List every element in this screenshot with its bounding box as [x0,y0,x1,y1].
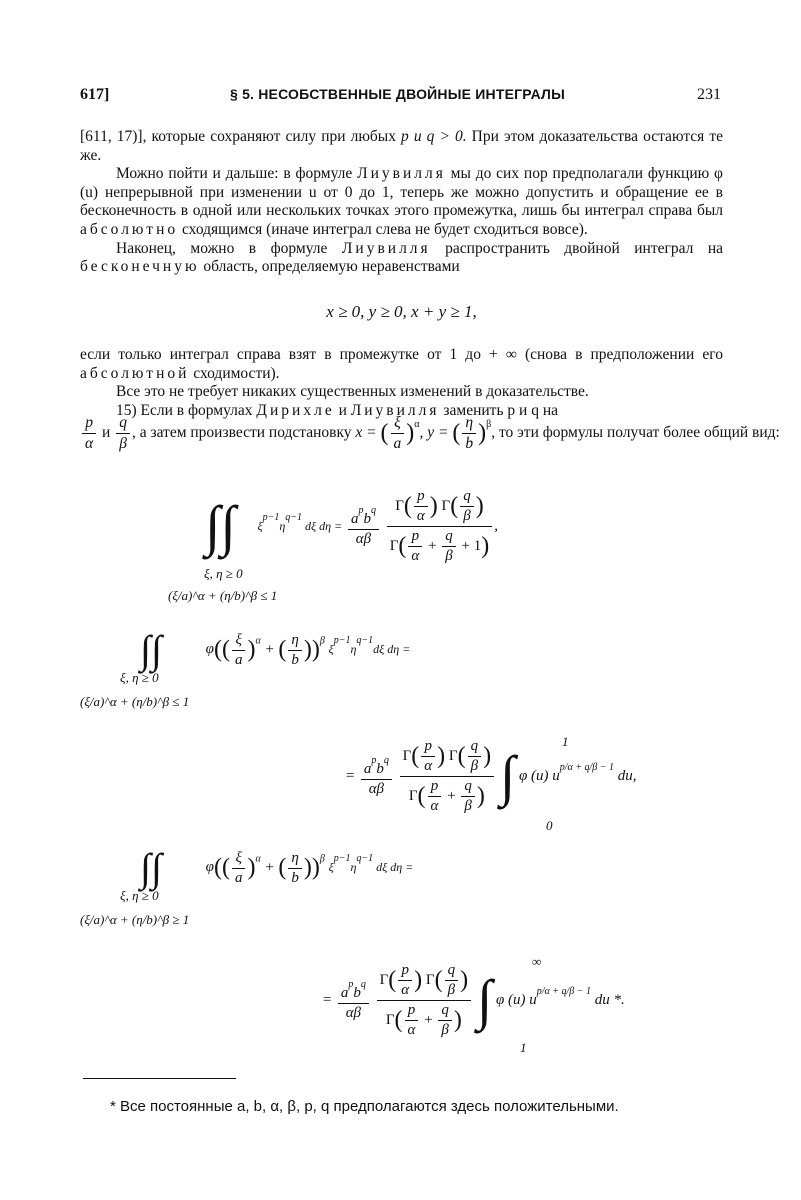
section-number: 617] [80,86,110,103]
text-block-middle [80,346,723,420]
page-number: 231 [697,86,721,103]
running-title: § 5. НЕСОБСТВЕННЫЕ ДВОЙНЫЕ ИНТЕГРАЛЫ [230,86,565,102]
footnote-rule [83,1078,236,1079]
double-integral-sign: ∫∫ [140,845,162,890]
book-page: 617] § 5. НЕСОБСТВЕННЫЕ ДВОЙНЫЕ ИНТЕГРАЛЫ 231 [611, 17)], которые сохраняют силу при любых p и q > 0. При этом доказательства остаются те же. Можно пойти и дальше: в формуле Лиувилля мы до сих пор предполагали функцию φ (u) непрерывной при изменении u от 0 до 1, теперь же можно допустить и обращение ее в бесконечность в одной или нескольких точках этого промежутка, лишь бы интеграл справа был абсолютно сходящимся (иначе интеграл слева не будет сходиться вовсе). Наконец, можно в формуле Лиувилля распространить двойной интеграл на бесконечную область, определяемую неравенствами x ≥ 0, y ≥ 0, x + y ≥ 1, если только интеграл справа взят в промежутке от 1 до + ∞ (снова в предположении его абсолютной сходимости). Все это не требует никаких существенных изменений в доказательстве. 15) Если в формулах Дирихле и Лиувилля заменить p и q на $\frac{p}{\alpha}$ и $\frac{q}{\beta}$ , а затем произвести подстановку x = ( $\frac{\xi}{a}$ )$^\alpha$, y = ( $\frac{\eta}{b}$ )$^\beta$, то эти формулы получат более общий вид: ∫∫ $\xi^{p-1}\eta^{q-1}$ dξ dη = $\frac{a^pb^q}{\alpha\beta}$ Γ( $\frac{p}{\alpha}$ ) Γ( $\frac{q}{\beta}$ ) Γ( $\frac{p}{\alpha}$ + $\frac{q}{\beta}$ + 1) , ξ, η ≥ 0 (ξ/a)^α + (η/b)^β ≤ 1 ∫∫ φ(( $\frac{\xi}{a}$ )$^\alpha$ + ( $\frac{\eta}{b}$ ))$^\beta$ $\xi^{p-1}\eta^{q-1}d\xi$ dη = ξ, η ≥ 0 (ξ/a)^α + (η/b)^β ≤ 1 = $\frac{a^pb^q}{\alpha\beta}$ Γ( $\frac{p}{\alpha}$ ) Γ( $\frac{q}{\beta}$ ) Γ( $\frac{p}{\alpha}$ + $\frac{q}{\beta}$ ) ∫ φ (u) $u^{p/\alpha + q/\beta - 1}$ du, 1 0 ∫∫ φ(( $\frac{\xi}{a}$ )$^\alpha$ + ( $\frac{\eta}{b}$ ))$^\beta$ $\xi^{p-1}\eta^{q-1}$ dξ dη = ξ, η ≥ 0 (ξ/a)^α + (η/b)^β ≥ 1 = $\frac{a^pb^q}{\alpha\beta}$ Γ( $\frac{p}{\alpha}$ ) Γ( $\frac{q}{\beta}$ ) Γ( $\frac{p}{\alpha}$ + $\frac{q}{\beta}$ ) ∫ φ (u) $u^{p/\alpha + q/\beta - 1}$ du *. ∞ 1 * Все постоянные a, b, α, β, p, q предполагаются здесь положительными. [80,86,780,1115]
substitution-line: $\frac{p}{\alpha}$ и $\frac{q}{\beta}$ , а затем произвести подстановку x = ( $\frac{\xi}{a}$ )$^\alpha$, y = ( $\frac{\eta}{b}$ )$^\beta$, то эти формулы получат более общий вид: [80,414,780,453]
formula-liouville-infinite: ∫∫ φ(( $\frac{\xi}{a}$ )$^\alpha$ + ( $\frac{\eta}{b}$ ))$^\beta$ $\xi^{p-1}\eta^{q-1}$ dξ dη = [140,845,414,890]
formula-liouville-infinite-rhs: = $\frac{a^pb^q}{\alpha\beta}$ Γ( $\frac{p}{\alpha}$ ) Γ( $\frac{q}{\beta}$ ) Γ( $\frac{p}{\alpha}$ + $\frac{q}{\beta}$ ) ∫ φ (u) $u^{p/\alpha + q/\beta - 1}$ du *. [322,962,625,1038]
formula-liouville-finite-rhs: = $\frac{a^pb^q}{\alpha\beta}$ Γ( $\frac{p}{\alpha}$ ) Γ( $\frac{q}{\beta}$ ) Γ( $\frac{p}{\alpha}$ + $\frac{q}{\beta}$ ) ∫ φ (u) $u^{p/\alpha + q/\beta - 1}$ du, [345,738,637,814]
paragraph-1: [611, 17)], которые сохраняют силу при любых p и q > 0. При этом доказательства остаются те же. [80,128,723,164]
limit-le-1: (ξ/a)^α + (η/b)^β ≤ 1 [168,588,278,603]
formula-liouville-finite: ∫∫ φ(( $\frac{\xi}{a}$ )$^\alpha$ + ( $\frac{\eta}{b}$ ))$^\beta$ $\xi^{p-1}\eta^{q-1}d\xi$ dη = [140,627,411,672]
integral-sign: ∫ [476,969,493,1032]
footnote: * Все постоянные a, b, α, β, p, q предполагаются здесь положительными. [110,1098,619,1115]
running-header [80,86,721,110]
paragraph-6: 15) Если в формулах Дирихле и Лиувилля заменить p и q на [116,401,558,419]
paragraph-5: Все это не требует никаких существенных изменений в доказательстве. [116,383,589,401]
text-block-top [80,128,723,277]
paragraph-2: Можно пойти и дальше: в формуле Лиувилля мы до сих пор предполагали функцию φ (u) непрерывной при изменении u от 0 до 1, теперь же можно допустить и обращение ее в бесконечность в одной или нескольких точках этого промежутка, лишь бы интеграл справа был абсолютно сходящимся (иначе интеграл слева не будет сходиться вовсе). [80,165,723,238]
paragraph-3: Наконец, можно в формуле Лиувилля распространить двойной интеграл на бесконечную область, определяемую неравенствами [80,239,723,276]
formula-dirichlet: ∫∫ $\xi^{p-1}\eta^{q-1}$ dξ dη = $\frac{a^pb^q}{\alpha\beta}$ Γ( $\frac{p}{\alpha}$ ) Γ( $\frac{q}{\beta}$ ) Γ( $\frac{p}{\alpha}$ + $\frac{q}{\beta}$ + 1) , [205,488,498,564]
limit-pos-2: ξ, η ≥ 0 [120,670,159,685]
paragraph-4: если только интеграл справа взят в промежутке от 1 до + ∞ (снова в предположении его абсолютной сходимости). [80,346,723,382]
limit-pos-1: ξ, η ≥ 0 [204,566,243,581]
double-integral-sign: ∫∫ [205,495,236,558]
limit-pos-3: ξ, η ≥ 0 [120,888,159,903]
double-integral-sign: ∫∫ [140,627,162,672]
limit-ge-3: (ξ/a)^α + (η/b)^β ≥ 1 [80,912,190,927]
integral-sign: ∫ [499,745,516,808]
inequalities: x ≥ 0, y ≥ 0, x + y ≥ 1, [326,302,477,321]
limit-le-2: (ξ/a)^α + (η/b)^β ≤ 1 [80,694,190,709]
pq-condition: p и q > 0. [401,128,467,145]
